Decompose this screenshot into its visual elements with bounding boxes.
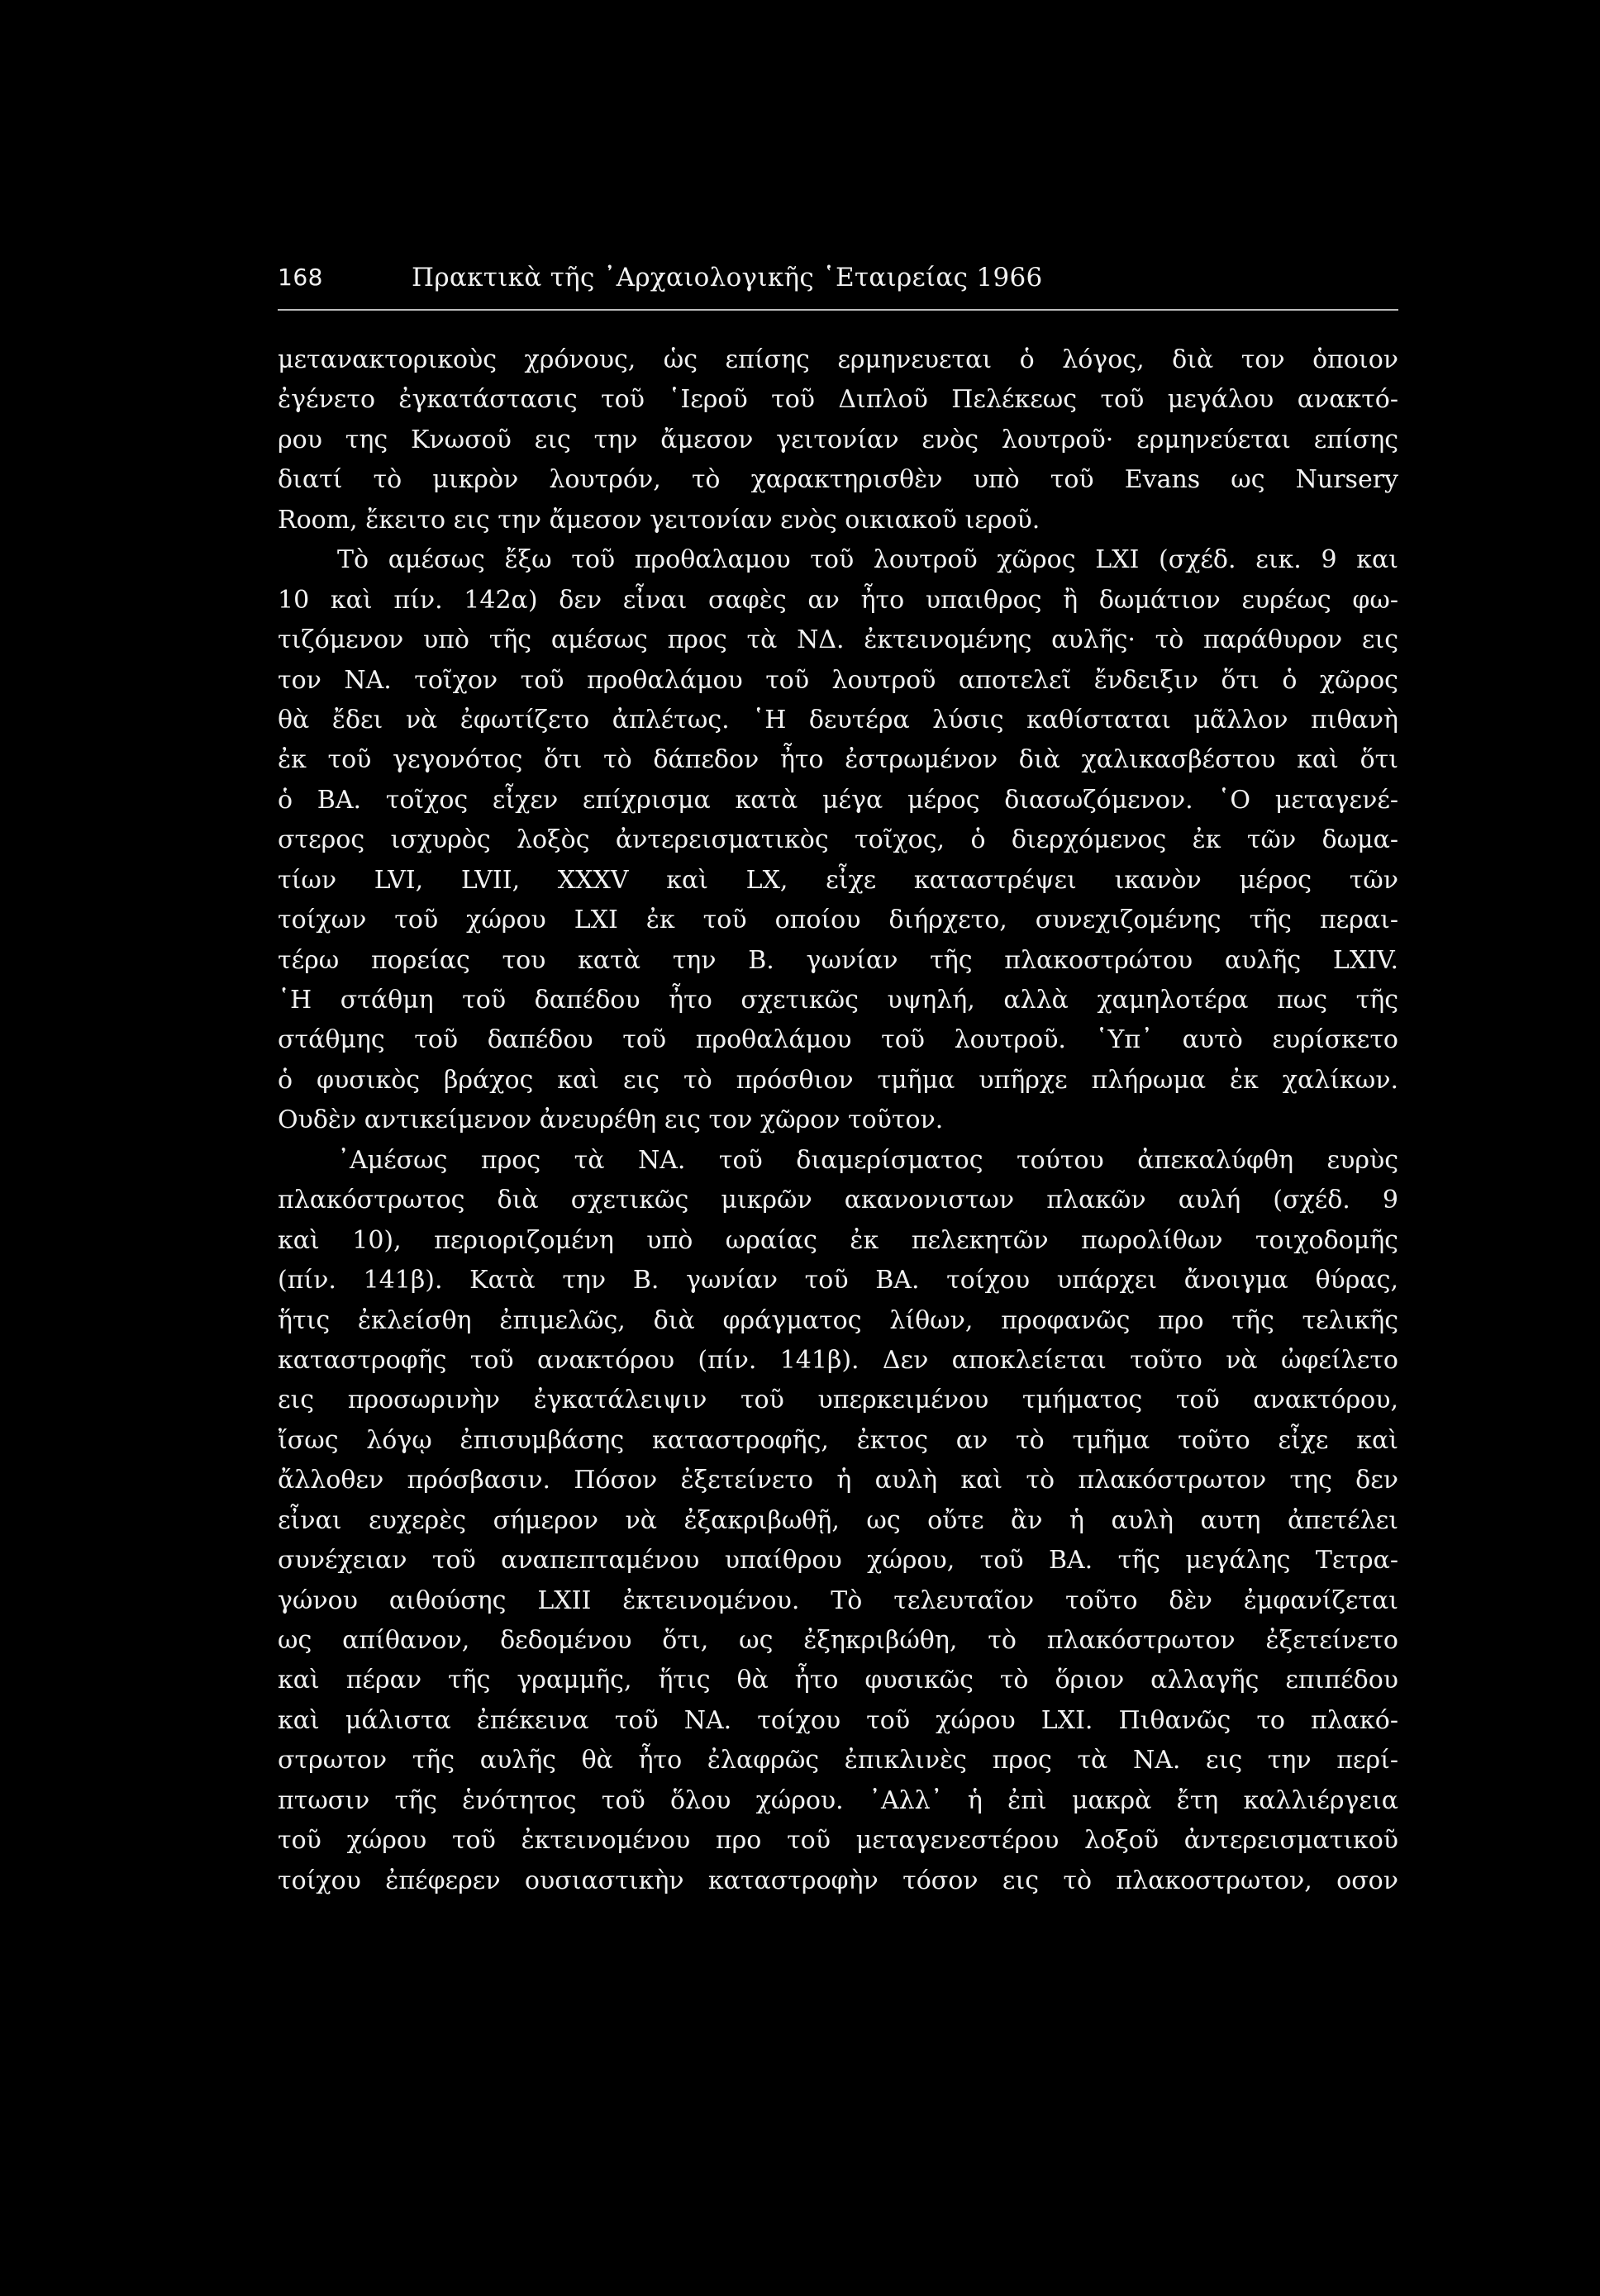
text-line: γώνου αιθούσης LXII ἐκτεινομένου. Τὸ τελευταῖον τοῦτο δὲν ἐμφανίζεται: [278, 1585, 1398, 1615]
text-line: εις προσωρινὴν ἐγκατάλειψιν τοῦ υπερκειμένου τμήματος τοῦ ανακτόρου,: [278, 1386, 1398, 1415]
text-line: ως απίθανον, δεδομένου ὅτι, ως ἐξηκριβώθη, τὸ πλακόστρωτον ἐξετείνετο: [278, 1626, 1398, 1655]
text-line: τιζόμενον υπὸ τῆς αμέσως προς τὰ ΝΔ. ἐκτεινομένης αυλῆς· τὸ παράθυρον εις: [278, 625, 1398, 655]
text-line: εἶναι ευχερὲς σήμερον νὰ ἐξακριβωθῇ, ως οὔτε ἂν ἡ αυλὴ αυτη ἀπετέλει: [278, 1505, 1398, 1535]
text-line: ὁ φυσικὸς βράχος καὶ εις τὸ πρόσθιον τμῆμα υπῆρχε πλήρωμα ἐκ χαλίκων.: [278, 1065, 1398, 1095]
text-line: στάθμης τοῦ δαπέδου τοῦ προθαλάμου τοῦ λουτροῦ. ῾Υπ᾽ αυτὸ ευρίσκετο: [278, 1025, 1398, 1055]
header-rule: [278, 309, 1398, 311]
text-line: στρωτον τῆς αυλῆς θὰ ἦτο ἐλαφρῶς ἐπικλινὲς προς τὰ ΝΑ. εις την περί-: [278, 1746, 1398, 1775]
text-line: τοῦ χώρου τοῦ ἐκτεινομένου προ τοῦ μεταγενεστέρου λοξοῦ ἀντερεισματικοῦ: [278, 1826, 1398, 1856]
text-line: ῾Η στάθμη τοῦ δαπέδου ἦτο σχετικῶς υψηλή, αλλὰ χαμηλοτέρα πως τῆς: [278, 986, 1398, 1015]
text-line: ρου της Κνωσοῦ εις την ἄμεσον γειτονίαν ενὸς λουτροῦ· ερμηνεύεται επίσης: [278, 425, 1398, 454]
running-title: Πρακτικὰ τῆς ᾽Αρχαιολογικῆς ῾Εταιρείας 1966: [412, 263, 1043, 292]
text-line: 10 καὶ πίν. 142α) δεν εἶναι σαφὲς αν ἦτο υπαιθρος ἢ δωμάτιον ευρέως φω-: [278, 585, 1398, 615]
text-line: πλακόστρωτος διὰ σχετικῶς μικρῶν ακανονιστων πλακῶν αυλή (σχέδ. 9: [278, 1186, 1398, 1215]
text-line: διατί τὸ μικρὸν λουτρόν, τὸ χαρακτηρισθὲν υπὸ τοῦ Evans ως Nursery: [278, 465, 1398, 495]
text-line: καὶ 10), περιοριζομένη υπὸ ωραίας ἐκ πελεκητῶν πωρολίθων τοιχοδομῆς: [278, 1225, 1398, 1255]
text-line: μετανακτορικοὺς χρόνους, ὡς επίσης ερμηνευεται ὁ λόγος, διὰ τον ὁποιον: [278, 345, 1398, 374]
text-line: ἐκ τοῦ γεγονότος ὅτι τὸ δάπεδον ἦτο ἐστρωμένον διὰ χαλικασβέστου καὶ ὅτι: [278, 745, 1398, 775]
text-line: καὶ μάλιστα ἐπέκεινα τοῦ ΝΑ. τοίχου τοῦ χώρου LXI. Πιθανῶς το πλακό-: [278, 1705, 1398, 1735]
text-line: ἐγένετο ἐγκατάστασις τοῦ ῾Ιεροῦ τοῦ Διπλοῦ Πελέκεως τοῦ μεγάλου ανακτό-: [278, 385, 1398, 415]
text-line: καὶ πέραν τῆς γραμμῆς, ἥτις θὰ ἦτο φυσικῶς τὸ ὅριον αλλαγῆς επιπέδου: [278, 1666, 1398, 1695]
text-line: καταστροφῆς τοῦ ανακτόρου (πίν. 141β). Δεν αποκλείεται τοῦτο νὰ ὠφείλετο: [278, 1345, 1398, 1375]
text-line: τον ΝΑ. τοῖχον τοῦ προθαλάμου τοῦ λουτροῦ αποτελεῖ ἔνδειξιν ὅτι ὁ χῶρος: [278, 665, 1398, 695]
text-line: τοίχου ἐπέφερεν ουσιαστικὴν καταστροφὴν τόσον εις τὸ πλακοστρωτον, οσον: [278, 1866, 1398, 1895]
text-line: ἴσως λόγῳ ἐπισυμβάσης καταστροφῆς, ἐκτος αν τὸ τμῆμα τοῦτο εἶχε καὶ: [278, 1425, 1398, 1455]
text-line: θὰ ἔδει νὰ ἐφωτίζετο ἀπλέτως. ῾Η δευτέρα λύσις καθίσταται μᾶλλον πιθανὴ: [278, 705, 1398, 734]
text-line: ᾽Αμέσως προς τὰ ΝΑ. τοῦ διαμερίσματος τούτου ἀπεκαλύφθη ευρὺς: [337, 1145, 1398, 1175]
text-line: στερος ισχυρὸς λοξὸς ἀντερεισματικὸς τοῖχος, ὁ διερχόμενος ἐκ τῶν δωμα-: [278, 825, 1398, 855]
text-line: (πίν. 141β). Κατὰ την Β. γωνίαν τοῦ ΒΑ. τοίχου υπάρχει ἄνοιγμα θύρας,: [278, 1266, 1398, 1295]
page-number: 168: [278, 264, 323, 291]
text-line: τοίχων τοῦ χώρου LXI ἐκ τοῦ οποίου διήρχετο, συνεχιζομένης τῆς περαι-: [278, 906, 1398, 935]
text-line: ἄλλοθεν πρόσβασιν. Πόσον ἐξετείνετο ἡ αυλὴ καὶ τὸ πλακόστρωτον της δεν: [278, 1466, 1398, 1495]
text-line: πτωσιν τῆς ἑνότητος τοῦ ὅλου χώρου. ᾽Αλλ᾽ ἡ ἐπὶ μακρὰ ἔτη καλλιέργεια: [278, 1785, 1398, 1815]
text-line: Ουδὲν αντικείμενον ἀνευρέθη εις τον χῶρον τοῦτον.: [278, 1105, 944, 1135]
text-line: τίων LVI, LVII, XXXV καὶ LX, εἶχε καταστρέψει ικανὸν μέρος τῶν: [278, 865, 1398, 895]
text-line: Room, ἔκειτο εις την ἄμεσον γειτονίαν ενὸς οικιακοῦ ιεροῦ.: [278, 505, 1040, 535]
text-line: συνέχειαν τοῦ αναπεπταμένου υπαίθρου χώρου, τοῦ ΒΑ. τῆς μεγάλης Τετρα-: [278, 1546, 1398, 1576]
text-line: ἥτις ἐκλείσθη ἐπιμελῶς, διὰ φράγματος λίθων, προφανῶς προ τῆς τελικῆς: [278, 1305, 1398, 1335]
text-line: Τὸ αμέσως ἔξω τοῦ προθαλαμου τοῦ λουτροῦ χῶρος LXI (σχέδ. εικ. 9 και: [337, 545, 1398, 575]
text-line: ὁ ΒΑ. τοῖχος εἶχεν επίχρισμα κατὰ μέγα μέρος διασωζόμενον. ῾Ο μεταγενέ-: [278, 785, 1398, 815]
page-header: [278, 263, 1398, 296]
text-line: τέρω πορείας του κατὰ την Β. γωνίαν τῆς πλακοστρώτου αυλῆς LXIV.: [278, 945, 1398, 975]
body-text: [278, 340, 1398, 1901]
